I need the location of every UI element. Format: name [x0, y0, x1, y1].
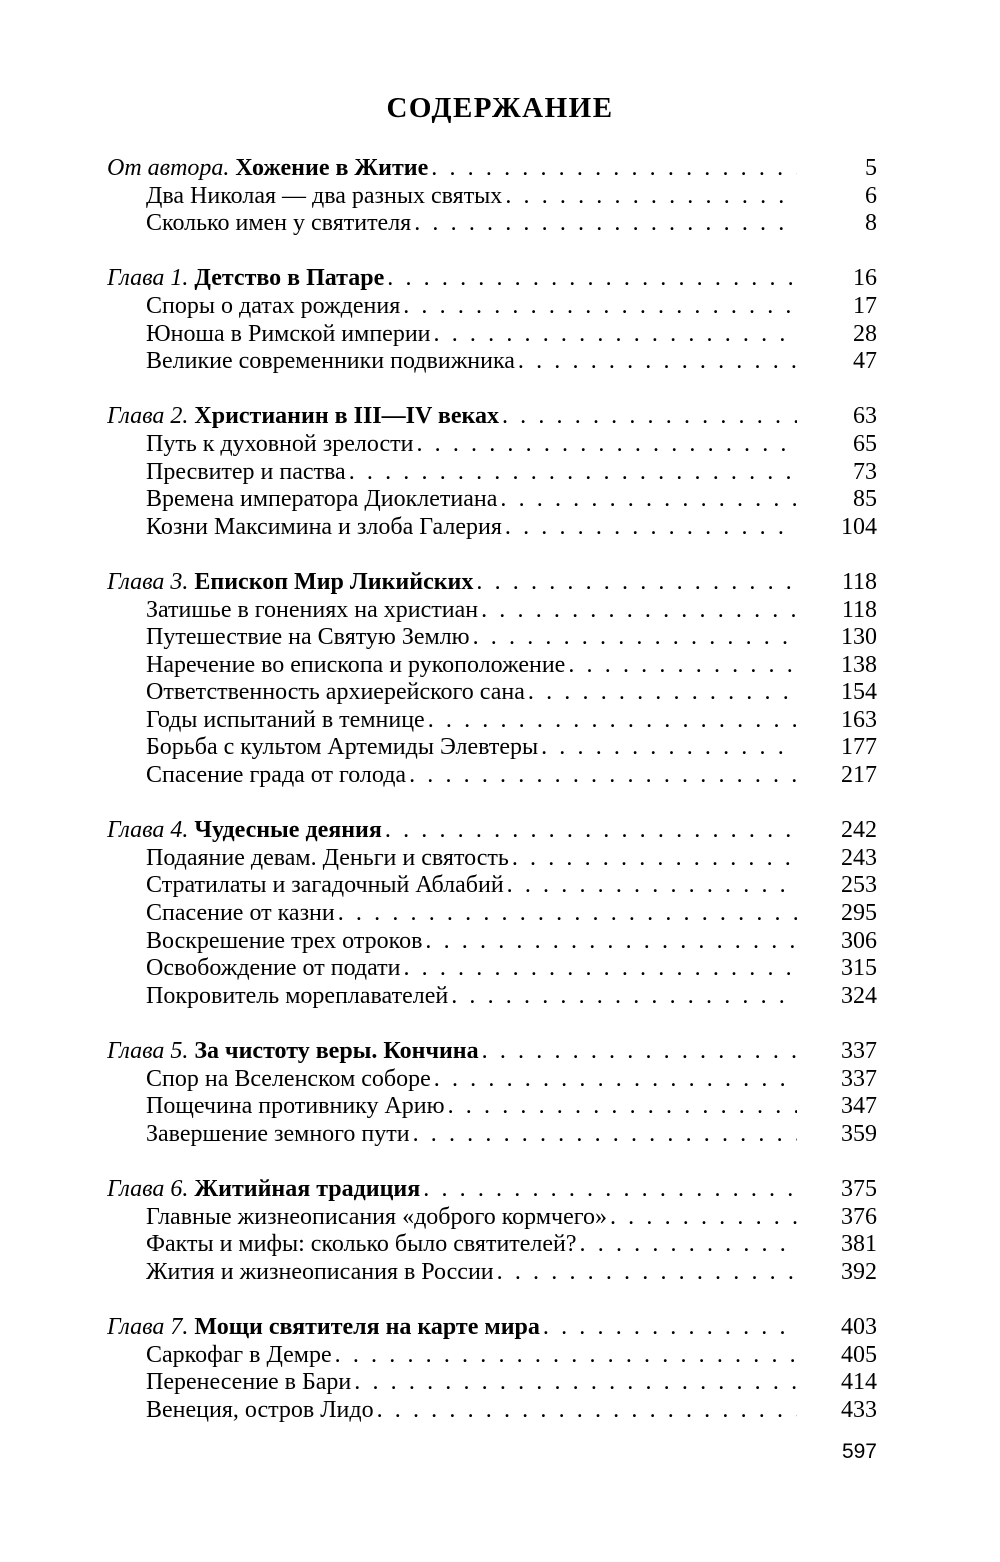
dot-leader: [518, 348, 797, 376]
toc-subsection-entry[interactable]: [107, 1231, 877, 1259]
toc-section: [107, 569, 877, 790]
toc-subsection-entry[interactable]: [107, 183, 877, 211]
dot-leader: [580, 1231, 797, 1259]
subsection-page-number: 8: [865, 210, 877, 237]
dot-leader: [476, 569, 797, 597]
dot-leader: [568, 652, 797, 680]
toc-section: [107, 265, 877, 375]
subsection-page-number: 337: [841, 1065, 877, 1092]
dot-leader: [543, 1314, 797, 1342]
toc-entry-text: [146, 707, 797, 735]
subsection-title: Перенесение в Бари: [146, 1369, 352, 1396]
subsection-page-number: 405: [841, 1341, 877, 1368]
dot-leader: [481, 597, 797, 625]
toc-subsection-entry[interactable]: [107, 1204, 877, 1232]
dot-leader: [428, 707, 797, 735]
subsection-page-number: 359: [841, 1120, 877, 1147]
toc-subsection-entry[interactable]: [107, 597, 877, 625]
dot-leader: [377, 1397, 797, 1425]
toc-entry-text: [146, 624, 797, 652]
subsection-page-number: 17: [853, 292, 877, 319]
toc-entry-text: [146, 1259, 797, 1287]
dot-leader: [409, 762, 797, 790]
chapter-page-number: 337: [841, 1038, 877, 1064]
toc-entry-text: [146, 486, 797, 514]
subsection-page-number: 315: [841, 955, 877, 982]
dot-leader: [423, 1176, 797, 1204]
subsection-page-number: 65: [853, 430, 877, 457]
subsection-title: Борьба с культом Артемиды Элевтеры: [146, 734, 539, 761]
subsection-title: Венеция, остров Лидо: [146, 1396, 374, 1423]
subsection-title: Наречение во епископа и рукоположение: [146, 651, 566, 678]
subsection-title: Козни Максимина и злоба Галерия: [146, 513, 502, 540]
dot-leader: [338, 900, 797, 928]
subsection-title: Юноша в Римской империи: [146, 320, 431, 347]
chapter-prefix: Глава 7.: [107, 1313, 189, 1340]
dot-leader: [387, 265, 797, 293]
toc-entry-text: [107, 817, 797, 845]
toc-entry-text: [107, 1038, 797, 1066]
dot-leader: [403, 293, 797, 321]
toc-entry-text: [146, 872, 797, 900]
subsection-page-number: 433: [841, 1396, 877, 1423]
toc-entry-text: [107, 403, 797, 431]
toc-subsection-entry[interactable]: [107, 431, 877, 459]
subsection-title: Два Николая — два разных святых: [146, 182, 503, 209]
toc-subsection-entry[interactable]: [107, 459, 877, 487]
toc-subsection-entry[interactable]: [107, 900, 877, 928]
subsection-title: Спор на Вселенском соборе: [146, 1065, 431, 1092]
toc-entry-text: [146, 845, 797, 873]
toc-subsection-entry[interactable]: [107, 1066, 877, 1094]
toc-subsection-entry[interactable]: [107, 845, 877, 873]
toc-section: [107, 817, 877, 1010]
toc-subsection-entry[interactable]: [107, 1342, 877, 1370]
toc-subsection-entry[interactable]: [107, 983, 877, 1011]
dot-leader: [349, 459, 797, 487]
toc-subsection-entry[interactable]: [107, 1369, 877, 1397]
dot-leader: [482, 1038, 797, 1066]
subsection-page-number: 85: [853, 486, 877, 513]
toc-entry-text: [146, 762, 797, 790]
dot-leader: [512, 845, 797, 873]
chapter-title: За чистоту веры. Кончина: [194, 1038, 479, 1064]
subsection-title: Годы испытаний в темнице: [146, 706, 425, 733]
dot-leader: [434, 321, 797, 349]
subsection-title: Освобождение от подати: [146, 955, 401, 982]
subsection-page-number: 295: [841, 900, 877, 927]
toc-subsection-entry[interactable]: [107, 348, 877, 376]
toc-entry-text: [146, 679, 797, 707]
subsection-page-number: 306: [841, 927, 877, 954]
chapter-prefix: От автора.: [107, 155, 230, 181]
toc-subsection-entry[interactable]: [107, 210, 877, 238]
subsection-page-number: 347: [841, 1093, 877, 1120]
toc-section: [107, 155, 877, 238]
chapter-page-number: 63: [853, 403, 877, 430]
dot-leader: [541, 734, 797, 762]
chapter-heading: [107, 265, 384, 293]
table-of-contents: [107, 155, 877, 1452]
subsection-page-number: 138: [841, 651, 877, 678]
subsection-title: Путь к духовной зрелости: [146, 430, 414, 457]
toc-chapter-entry[interactable]: [107, 403, 877, 431]
subsection-title: Покровитель мореплавателей: [146, 982, 449, 1009]
toc-subsection-entry[interactable]: [107, 624, 877, 652]
toc-entry-text: [146, 1369, 797, 1397]
chapter-prefix: Глава 3.: [107, 568, 189, 595]
toc-chapter-entry[interactable]: [107, 1176, 877, 1204]
toc-entry-text: [146, 1093, 797, 1121]
toc-entry-text: [107, 155, 797, 183]
subsection-title: Стратилаты и загадочный Аблабий: [146, 872, 504, 899]
subsection-page-number: 392: [841, 1258, 877, 1285]
toc-subsection-entry[interactable]: [107, 1259, 877, 1287]
toc-entry-text: [146, 900, 797, 928]
toc-subsection-entry[interactable]: [107, 734, 877, 762]
subsection-page-number: 47: [853, 348, 877, 375]
chapter-heading: [107, 403, 499, 431]
toc-subsection-entry[interactable]: [107, 514, 877, 542]
subsection-page-number: 6: [865, 182, 877, 209]
toc-chapter-entry[interactable]: [107, 1314, 877, 1342]
page-number: 597: [841, 1440, 877, 1463]
subsection-title: Ответственность архиерейского сана: [146, 679, 525, 706]
subsection-page-number: 414: [841, 1369, 877, 1396]
subsection-title: Главные жизнеописания «доброго кормчего»: [146, 1203, 607, 1230]
toc-subsection-entry[interactable]: [107, 928, 877, 956]
dot-leader: [431, 155, 797, 183]
chapter-page-number: 16: [853, 265, 877, 292]
toc-entry-text: [146, 514, 797, 542]
subsection-page-number: 177: [841, 734, 877, 761]
toc-section: [107, 403, 877, 541]
subsection-page-number: 243: [841, 844, 877, 871]
chapter-page-number: 375: [841, 1175, 877, 1202]
subsection-title: Жития и жизнеописания в России: [146, 1258, 494, 1285]
chapter-title: Христианин в III—IV веках: [194, 403, 499, 430]
toc-entry-text: [146, 955, 797, 983]
toc-entry-text: [146, 1342, 797, 1370]
toc-entry-text: [146, 1066, 797, 1094]
dot-leader: [500, 486, 797, 514]
subsection-title: Сколько имен у святителя: [146, 210, 412, 237]
subsection-title: Затишье в гонениях на христиан: [146, 596, 479, 623]
subsection-title: Факты и мифы: сколько было святителей?: [146, 1231, 577, 1258]
subsection-page-number: 381: [841, 1231, 877, 1258]
toc-entry-text: [146, 1397, 797, 1425]
toc-entry-text: [146, 210, 797, 238]
chapter-title: Детство в Патаре: [194, 265, 385, 292]
chapter-heading: [107, 569, 473, 597]
toc-subsection-entry[interactable]: [107, 652, 877, 680]
dot-leader: [413, 1121, 797, 1149]
dot-leader: [434, 1066, 797, 1094]
toc-subsection-entry[interactable]: [107, 1121, 877, 1149]
chapter-prefix: Глава 4.: [107, 817, 189, 844]
subsection-title: Воскрешение трех отроков: [146, 927, 423, 954]
dot-leader: [335, 1342, 797, 1370]
dot-leader: [473, 624, 797, 652]
toc-entry-text: [146, 321, 797, 349]
dot-leader: [403, 955, 797, 983]
toc-entry-text: [146, 652, 797, 680]
subsection-title: Времена императора Диоклетиана: [146, 486, 498, 513]
subsection-page-number: 253: [841, 872, 877, 899]
subsection-page-number: 376: [841, 1203, 877, 1230]
dot-leader: [448, 1093, 797, 1121]
toc-entry-text: [146, 1231, 797, 1259]
chapter-prefix: Глава 5.: [107, 1038, 189, 1064]
toc-entry-text: [146, 983, 797, 1011]
toc-entry-text: [146, 734, 797, 762]
toc-entry-text: [107, 1176, 797, 1204]
toc-entry-text: [107, 265, 797, 293]
toc-subsection-entry[interactable]: [107, 321, 877, 349]
toc-subsection-entry[interactable]: [107, 872, 877, 900]
chapter-heading: [107, 1038, 479, 1066]
subsection-title: Спасение града от голода: [146, 762, 407, 789]
subsection-page-number: 118: [841, 596, 877, 623]
toc-subsection-entry[interactable]: [107, 707, 877, 735]
toc-entry-text: [146, 928, 797, 956]
toc-entry-text: [146, 459, 797, 487]
dot-leader: [502, 403, 797, 431]
toc-entry-text: [146, 183, 797, 211]
dot-leader: [416, 431, 797, 459]
dot-leader: [505, 183, 797, 211]
subsection-page-number: 130: [841, 624, 877, 651]
toc-entry-text: [107, 569, 797, 597]
subsection-page-number: 217: [841, 762, 877, 789]
dot-leader: [414, 210, 797, 238]
toc-entry-text: [107, 1314, 797, 1342]
toc-chapter-entry[interactable]: [107, 817, 877, 845]
toc-section: [107, 1176, 877, 1286]
subsection-page-number: 104: [841, 513, 877, 540]
toc-subsection-entry[interactable]: [107, 486, 877, 514]
chapter-prefix: Глава 6.: [107, 1175, 189, 1202]
subsection-title: Пощечина противнику Арию: [146, 1093, 445, 1120]
chapter-prefix: Глава 2.: [107, 403, 189, 430]
chapter-title: Хожение в Житие: [235, 155, 429, 181]
dot-leader: [528, 679, 797, 707]
toc-subsection-entry[interactable]: [107, 955, 877, 983]
chapter-title: Мощи святителя на карте мира: [194, 1313, 540, 1340]
subsection-page-number: 28: [853, 320, 877, 347]
chapter-heading: [107, 817, 382, 845]
toc-chapter-entry[interactable]: [107, 1038, 877, 1066]
dot-leader: [425, 928, 797, 956]
toc-section: [107, 1314, 877, 1424]
dot-leader: [497, 1259, 797, 1287]
subsection-page-number: 154: [841, 679, 877, 706]
chapter-title: Чудесные деяния: [194, 817, 382, 844]
subsection-page-number: 324: [841, 982, 877, 1009]
subsection-title: Подаяние девам. Деньги и святость: [146, 844, 509, 871]
subsection-title: Путешествие на Святую Землю: [146, 624, 470, 651]
toc-chapter-entry[interactable]: [107, 569, 877, 597]
chapter-page-number: 242: [841, 817, 877, 844]
chapter-heading: [107, 1176, 420, 1204]
toc-entry-text: [146, 1121, 797, 1149]
subsection-title: Великие современники подвижника: [146, 348, 515, 375]
toc-entry-text: [146, 348, 797, 376]
subsection-title: Споры о датах рождения: [146, 292, 401, 319]
chapter-title: Житийная традиция: [194, 1175, 421, 1202]
toc-subsection-entry[interactable]: [107, 679, 877, 707]
toc-chapter-entry[interactable]: [107, 265, 877, 293]
toc-subsection-entry[interactable]: [107, 762, 877, 790]
subsection-title: Завершение земного пути: [146, 1120, 410, 1147]
subsection-page-number: 73: [853, 458, 877, 485]
chapter-page-number: 403: [841, 1313, 877, 1340]
toc-subsection-entry[interactable]: [107, 1093, 877, 1121]
chapter-page-number: 5: [865, 155, 877, 181]
toc-entry-text: [146, 293, 797, 321]
toc-entry-text: [146, 597, 797, 625]
dot-leader: [354, 1369, 797, 1397]
dot-leader: [610, 1204, 797, 1232]
subsection-title: Саркофаг в Демре: [146, 1341, 332, 1368]
chapter-title: Епископ Мир Ликийских: [194, 568, 474, 595]
subsection-title: Пресвитер и паства: [146, 458, 346, 485]
toc-entry-text: [146, 1204, 797, 1232]
dot-leader: [451, 983, 797, 1011]
dot-leader: [507, 872, 797, 900]
subsection-title: Спасение от казни: [146, 900, 335, 927]
chapter-prefix: Глава 1.: [107, 265, 189, 292]
chapter-page-number: 118: [841, 568, 877, 595]
toc-section: [107, 1038, 877, 1148]
toc-subsection-entry[interactable]: [107, 293, 877, 321]
toc-subsection-entry[interactable]: [107, 1397, 877, 1425]
subsection-page-number: 163: [841, 706, 877, 733]
dot-leader: [505, 514, 797, 542]
dot-leader: [385, 817, 797, 845]
page-title: СОДЕРЖАНИЕ: [386, 92, 614, 124]
toc-entry-text: [146, 431, 797, 459]
chapter-heading: [107, 1314, 540, 1342]
toc-chapter-entry[interactable]: [107, 155, 877, 183]
chapter-heading: [107, 155, 428, 183]
